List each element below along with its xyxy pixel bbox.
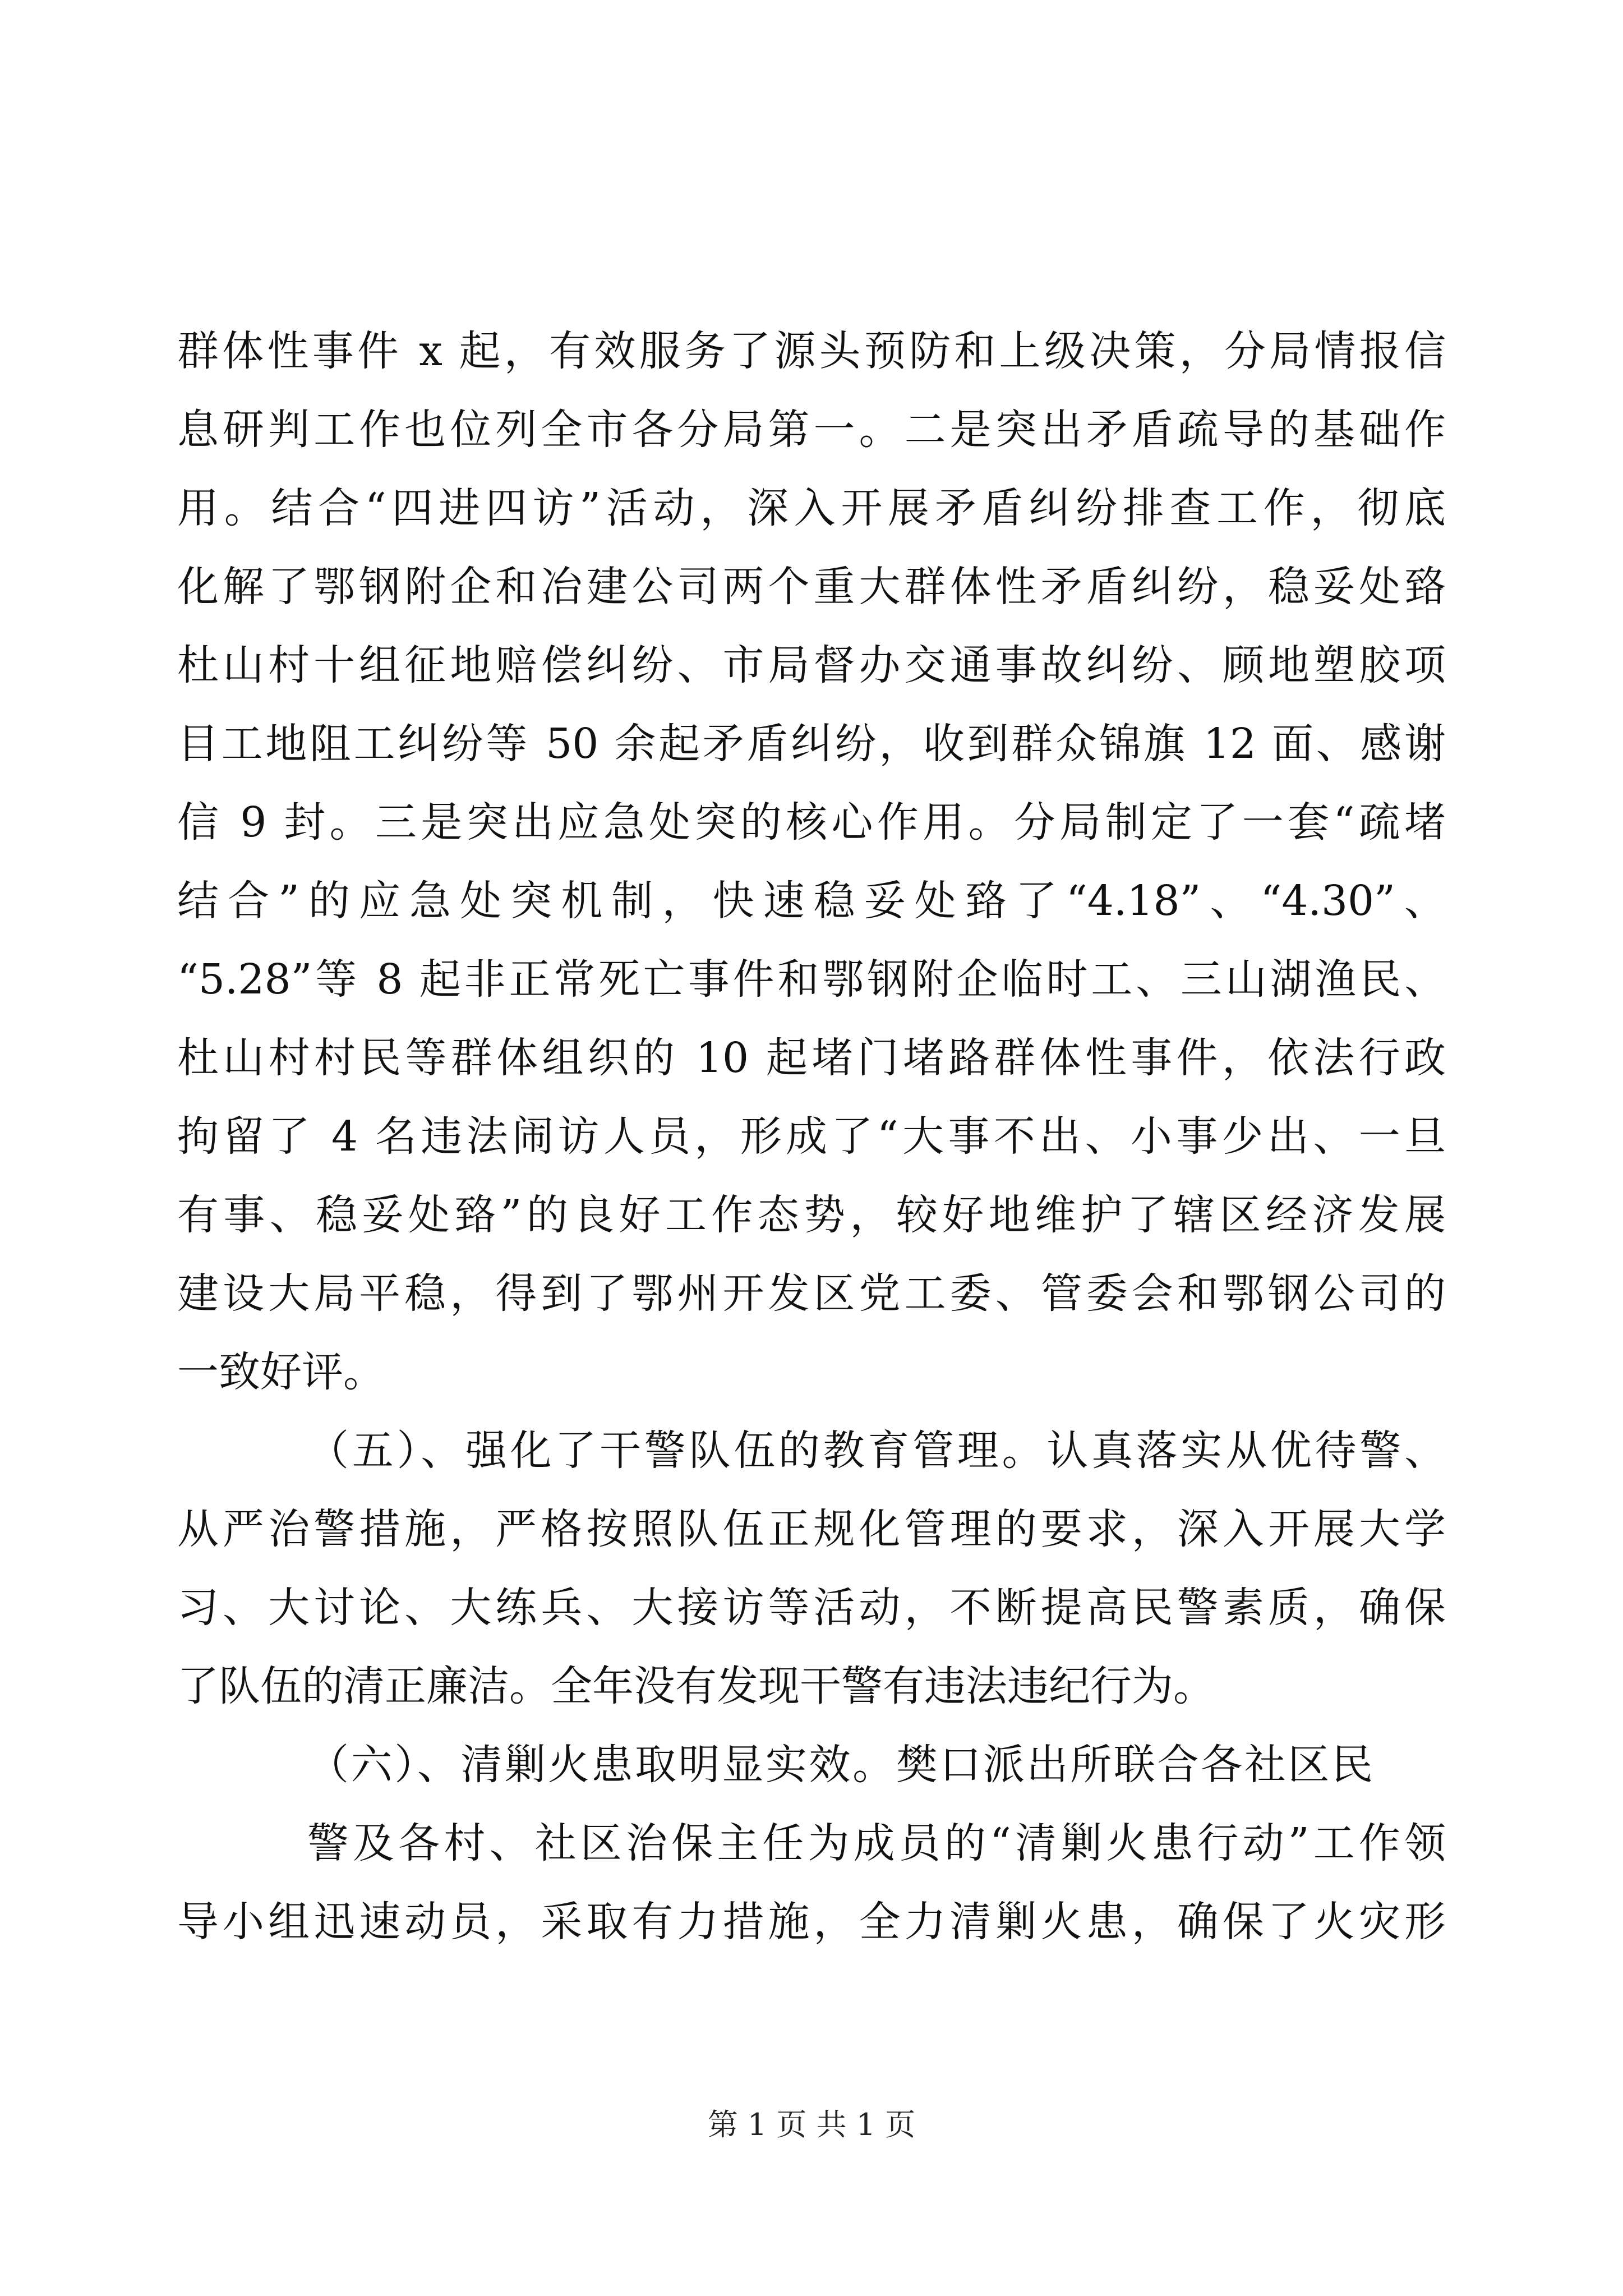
text-line: 结合”的应急处突机制，快速稳妥处臵了“4.18”、“4.30”、 [177, 877, 1446, 925]
text-line: 一致好评。 [177, 1348, 385, 1396]
text-line: 目工地阻工纠纷等 50 余起矛盾纠纷，收到群众锦旗 12 面、感谢 [177, 720, 1446, 768]
text-line: 信 9 封。三是突出应急处突的核心作用。分局制定了一套“疏堵 [177, 798, 1446, 846]
text-line: 杜山村村民等群体组织的 10 起堵门堵路群体性事件，依法行政 [177, 1034, 1446, 1082]
text-line: 化解了鄂钢附企和冶建公司两个重大群体性矛盾纠纷，稳妥处臵 [177, 563, 1446, 611]
text-line: 习、大讨论、大练兵、大接访等活动，不断提高民警素质，确保 [177, 1584, 1446, 1632]
section-heading-5: （五）、强化了干警队伍的教育管理。认真落实从优待警、 [307, 1427, 1446, 1475]
text-line: “5.28”等 8 起非正常死亡事件和鄂钢附企临时工、三山湖渔民、 [177, 955, 1446, 1004]
text-line: 导小组迅速动员，采取有力措施，全力清剿火患，确保了火灾形 [177, 1898, 1446, 1946]
page-footer: 第 1 页 共 1 页 [707, 2107, 916, 2142]
text-line: 建设大局平稳，得到了鄂州开发区党工委、管委会和鄂钢公司的 [177, 1269, 1446, 1318]
text-line: 有事、稳妥处臵”的良好工作态势，较好地维护了辖区经济发展 [177, 1191, 1446, 1239]
text-line: 了队伍的清正廉洁。全年没有发现干警有违法违纪行为。 [177, 1662, 1215, 1710]
text-line: 拘留了 4 名违法闹访人员，形成了“大事不出、小事少出、一旦 [177, 1112, 1446, 1161]
text-line: 群体性事件 x 起，有效服务了源头预防和上级决策，分局情报信 [177, 327, 1446, 375]
text-line: 用。结合“四进四访”活动，深入开展矛盾纠纷排查工作，彻底 [177, 484, 1446, 532]
text-line: 息研判工作也位列全市各分局第一。二是突出矛盾疏导的基础作 [177, 406, 1446, 454]
section-heading-6: （六）、清剿火患取明显实效。樊口派出所联合各社区民 [307, 1741, 1373, 1789]
text-line: 杜山村十组征地赔偿纠纷、市局督办交通事故纠纷、顾地塑胶项 [177, 641, 1446, 689]
text-line: 从严治警措施，严格按照队伍正规化管理的要求，深入开展大学 [177, 1505, 1446, 1553]
text-line: 警及各村、社区治保主任为成员的“清剿火患行动”工作领 [307, 1819, 1446, 1867]
